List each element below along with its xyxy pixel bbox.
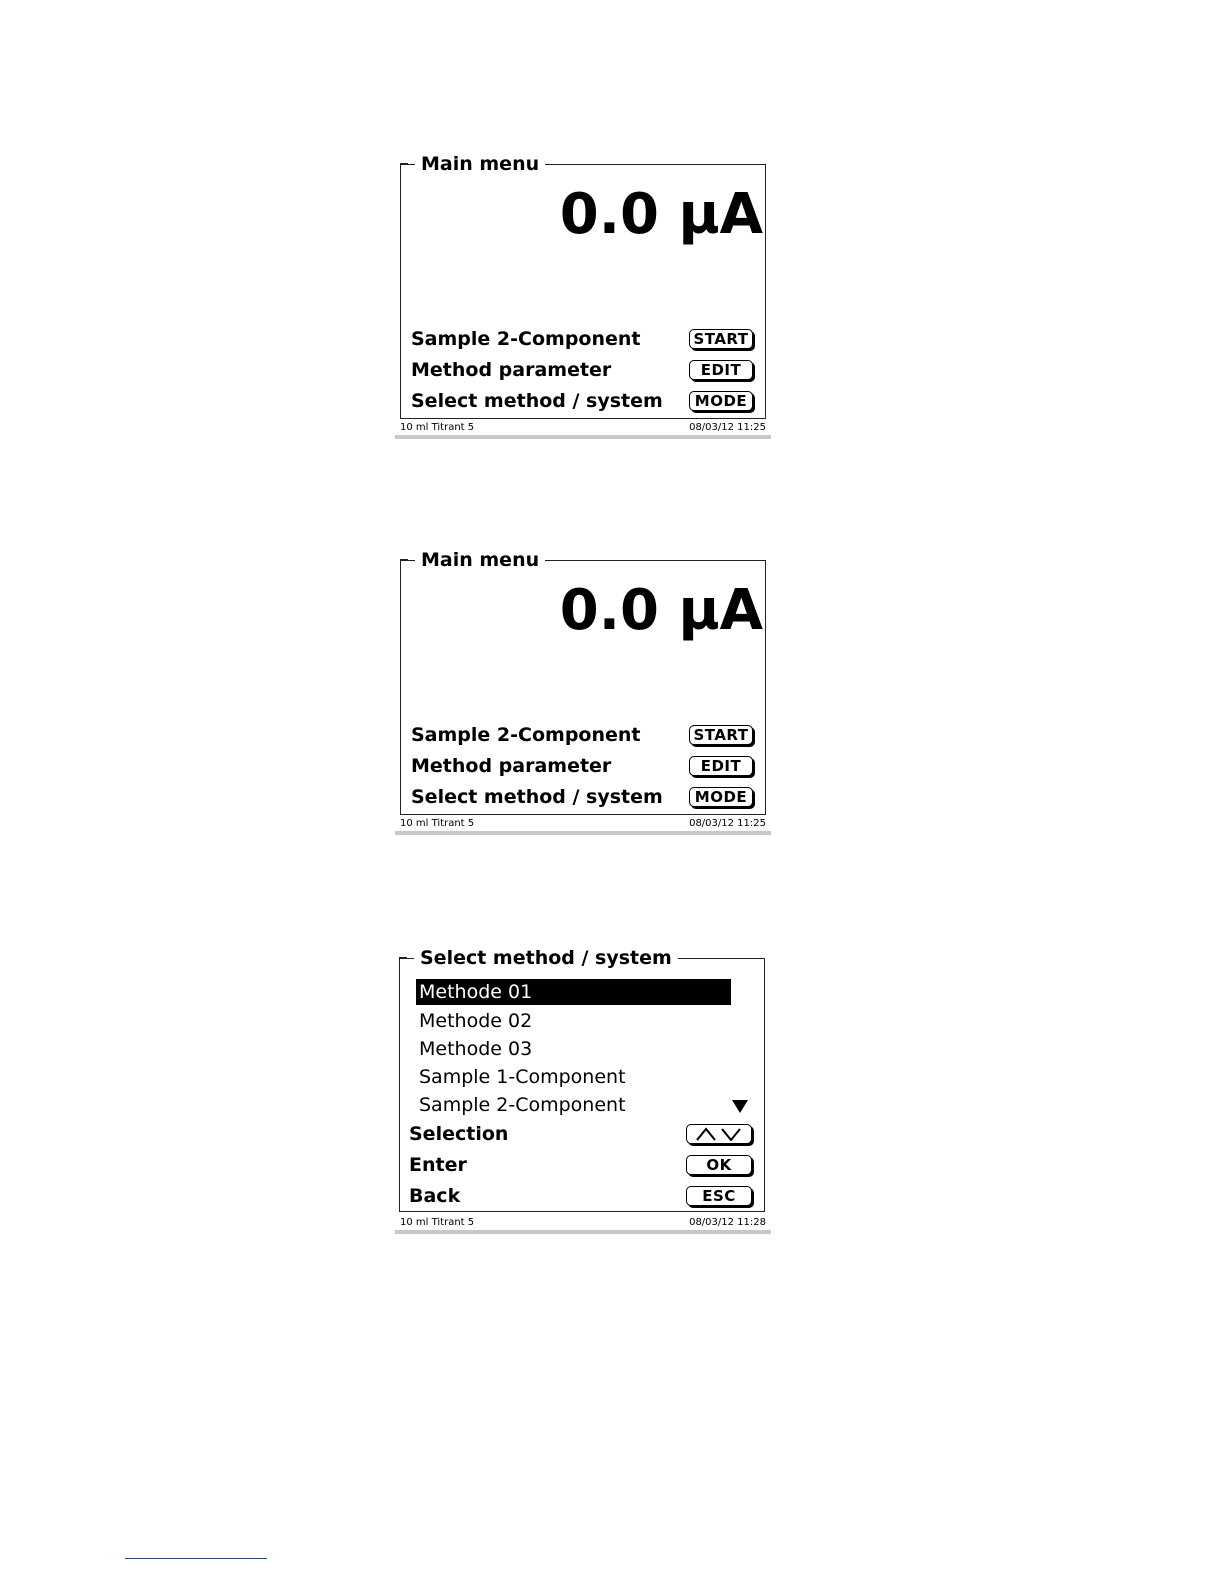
screen-frame (400, 549, 766, 815)
screen-title: Main menu (415, 547, 545, 573)
start-key[interactable]: START (689, 725, 753, 745)
screen-title: Select method / system (414, 945, 678, 971)
menu-row-back (409, 1181, 752, 1211)
method-list-item[interactable]: Sample 2-Component (419, 1094, 626, 1116)
method-list-item[interactable]: Methode 03 (419, 1038, 533, 1060)
screen-baseline (395, 1230, 771, 1234)
scroll-down-arrow-icon (732, 1100, 748, 1113)
status-datetime: 08/03/12 11:25 (689, 421, 766, 433)
row-label-back: Back (409, 1185, 461, 1207)
menu-row-edit (411, 751, 753, 781)
current-reading: 0.0 µA (559, 578, 763, 643)
row-label-sample: Sample 2-Component (411, 724, 641, 746)
menu-row-edit (411, 355, 753, 385)
status-bar (400, 1214, 766, 1230)
status-titrant: 10 ml Titrant 5 (400, 817, 475, 829)
row-label-select-method: Select method / system (411, 390, 663, 412)
screen-baseline (395, 435, 771, 439)
method-list-item[interactable]: Sample 1-Component (419, 1066, 626, 1088)
method-list-item-selected[interactable]: Methode 01 (416, 979, 731, 1005)
up-down-arrows-icon (695, 1127, 743, 1141)
edit-key[interactable]: EDIT (689, 360, 753, 380)
menu-row-selection (409, 1119, 752, 1149)
screen-main-menu-2 (395, 546, 771, 836)
row-label-selection: Selection (409, 1123, 509, 1145)
status-titrant: 10 ml Titrant 5 (400, 1216, 475, 1228)
menu-row-start (411, 324, 753, 354)
row-label-sample: Sample 2-Component (411, 328, 641, 350)
screen-title: Main menu (415, 151, 545, 177)
screen-main-menu-1 (395, 150, 771, 440)
start-key[interactable]: START (689, 329, 753, 349)
row-label-method-parameter: Method parameter (411, 755, 612, 777)
mode-key[interactable]: MODE (689, 787, 753, 807)
row-label-select-method: Select method / system (411, 786, 663, 808)
menu-row-start (411, 720, 753, 750)
status-datetime: 08/03/12 11:28 (689, 1216, 766, 1228)
screen-baseline (395, 831, 771, 835)
status-bar (400, 815, 766, 831)
edit-key[interactable]: EDIT (689, 756, 753, 776)
menu-row-enter (409, 1150, 752, 1180)
row-label-method-parameter: Method parameter (411, 359, 612, 381)
menu-row-mode (411, 386, 753, 416)
method-list-item[interactable]: Methode 02 (419, 1010, 533, 1032)
footnote-separator (125, 1558, 267, 1559)
status-titrant: 10 ml Titrant 5 (400, 421, 475, 433)
status-datetime: 08/03/12 11:25 (689, 817, 766, 829)
esc-key[interactable]: ESC (686, 1186, 752, 1206)
screen-select-method (395, 944, 771, 1236)
screen-frame (400, 153, 766, 419)
screen-frame (399, 947, 765, 1212)
row-label-enter: Enter (409, 1154, 467, 1176)
current-reading: 0.0 µA (559, 182, 763, 247)
status-bar (400, 419, 766, 435)
ok-key[interactable]: OK (686, 1155, 752, 1175)
up-down-key[interactable] (686, 1124, 752, 1144)
mode-key[interactable]: MODE (689, 391, 753, 411)
menu-row-mode (411, 782, 753, 812)
